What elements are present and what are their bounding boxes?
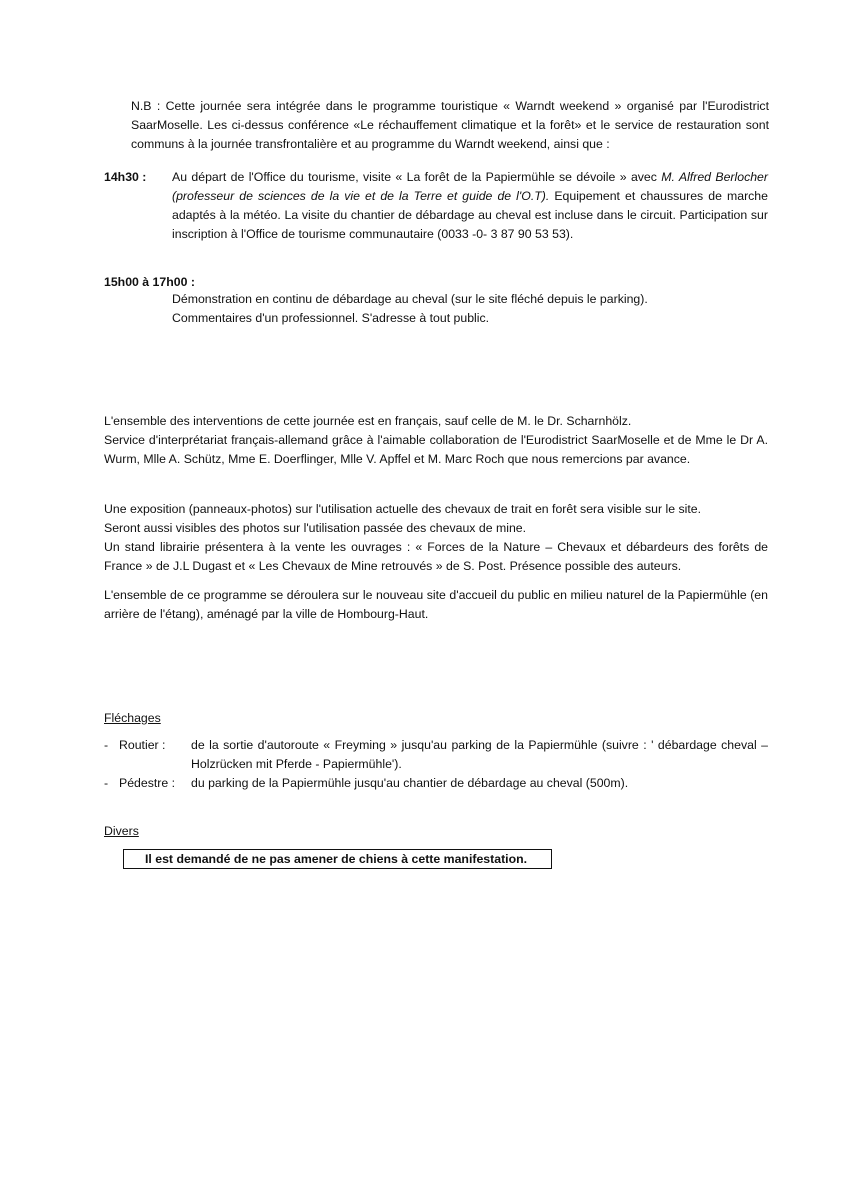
exhibition-line-3: Un stand librairie présentera à la vente les ouvrages : « Forces de la Nature – Chevaux et débardeurs des forêts de France » de J.L Dugast et « Les Chevaux de Mine retrouvés » de S. Post. Présence possible des auteurs. xyxy=(104,540,768,573)
schedule-time-1500: 15h00 à 17h00 : xyxy=(104,275,195,289)
schedule-text-1430-before: Au départ de l'Office du tourisme, visite « La forêt de la Papiermühle se dévoile » avec xyxy=(172,170,662,184)
exhibition-line-1: Une exposition (panneaux-photos) sur l'utilisation actuelle des chevaux de trait en forêt sera visible sur le site. xyxy=(104,502,702,516)
list-bullet: - xyxy=(104,738,109,752)
list-bullet: - xyxy=(104,776,109,790)
schedule-text-1500 xyxy=(172,290,768,328)
venue-paragraph: L'ensemble de ce programme se déroulera sur le nouveau site d'accueil du public en milieu naturel de la Papiermühle (en arrière de l'étang), aménagé par la ville de Hombourg-Haut. xyxy=(104,588,768,621)
flechages-item-pedestre xyxy=(104,774,768,793)
languages-line-1: L'ensemble des interventions de cette journée est en français, sauf celle de M. le Dr. Scharnhölz. xyxy=(104,414,632,428)
divers-heading: Divers xyxy=(104,824,139,838)
flechages-text-routier: de la sortie d'autoroute « Freyming » jusqu'au parking de la Papiermühle (suivre : ' débardage cheval – Holzrücken mit Pferde - Papiermühle'). xyxy=(191,738,768,771)
languages-paragraph xyxy=(104,412,768,469)
schedule-text-1500-line2: Commentaires d'un professionnel. S'adresse à tout public. xyxy=(172,311,490,325)
exhibition-line-2: Seront aussi visibles des photos sur l'utilisation passée des chevaux de mine. xyxy=(104,521,527,535)
schedule-text-1500-line1: Démonstration en continu de débardage au cheval (sur le site fléché depuis le parking). xyxy=(172,292,648,306)
flechages-label-pedestre: Pédestre : xyxy=(119,776,176,790)
schedule-text-1430 xyxy=(172,168,768,244)
schedule-text-1430-after: Equipement et chaussures de marche adaptés à la météo. La visite du chantier de débardage au cheval est incluse dans le circuit. Participation sur inscription à l'Office de tourisme communautaire (0033 -0- 3 87 90 53 53). xyxy=(172,189,768,241)
schedule-time-1430: 14h30 : xyxy=(104,170,147,184)
dog-notice-box: Il est demandé de ne pas amener de chiens à cette manifestation. xyxy=(123,849,552,869)
exhibition-paragraph xyxy=(104,500,768,576)
languages-line-2: Service d'interprétariat français-allemand grâce à l'aimable collaboration de l'Eurodistrict SaarMoselle et de Mme le Dr A. Wurm, Mlle A. Schütz, Mme E. Doerflinger, Mlle V. Apffel et M. Marc Roch que nous remercions par avance. xyxy=(104,433,768,466)
flechages-text-pedestre: du parking de la Papiermühle jusqu'au chantier de débardage au cheval (500m). xyxy=(191,776,629,790)
nb-paragraph: N.B : Cette journée sera intégrée dans le programme touristique « Warndt weekend » organisé par l'Eurodistrict SaarMoselle. Les ci-dessus conférence «Le réchauffement climatique et la forêt» et le service de restauration sont communs à la journée transfrontalière et au programme du Warndt weekend, ainsi que : xyxy=(131,99,769,151)
flechages-item-routier xyxy=(104,736,768,774)
flechages-list xyxy=(104,736,768,793)
flechages-label-routier: Routier : xyxy=(119,738,166,752)
schedule-text-1430-guide: M. Alfred Berlocher (professeur de sciences de la vie et de la Terre et guide de l'O.T). xyxy=(172,170,768,203)
flechages-heading: Fléchages xyxy=(104,711,161,725)
